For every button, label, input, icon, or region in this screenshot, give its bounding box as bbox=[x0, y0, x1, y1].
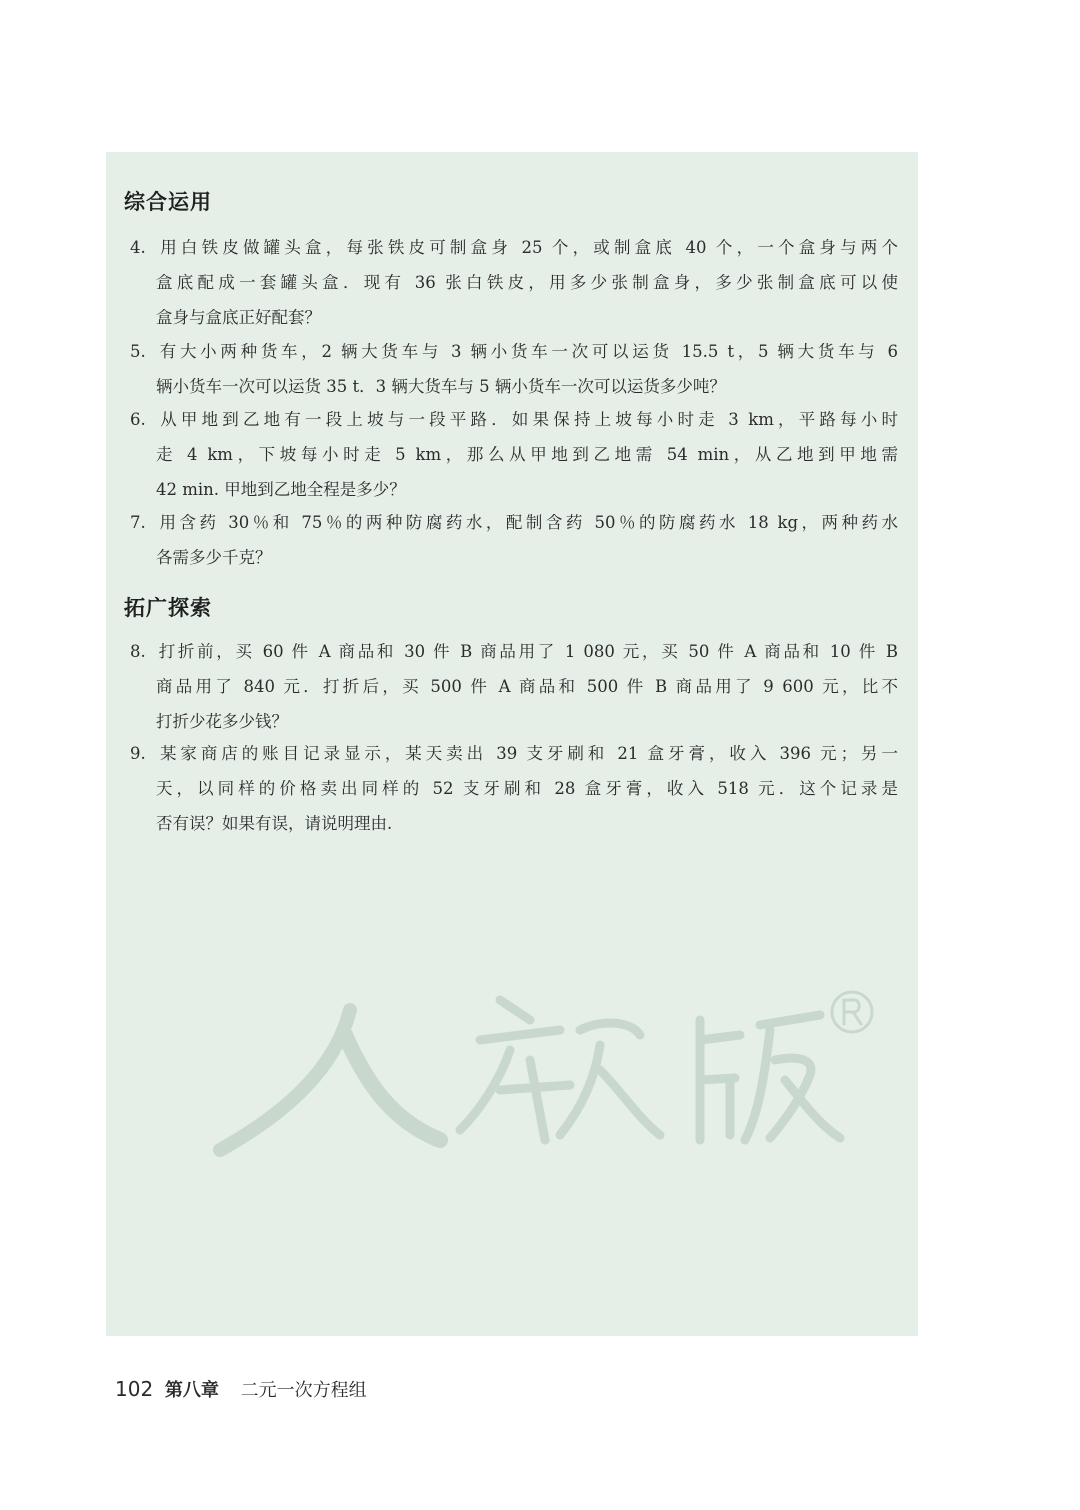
problem-number: 8. bbox=[130, 642, 146, 661]
problem-line: 42 min. 甲地到乙地全程是多少？ bbox=[156, 480, 406, 499]
section-title-extension: 拓广探索 bbox=[124, 596, 212, 620]
problem-line: 7. 用含药 30％和 75％的两种防腐药水，配制含药 50％的防腐药水 18 kg，两种药水 bbox=[130, 505, 898, 540]
section-title-comprehensive: 综合运用 bbox=[124, 190, 212, 214]
problem-line: 各需多少千克？ bbox=[156, 548, 272, 567]
problem-number: 6. bbox=[130, 410, 146, 429]
problem-line: 打折少花多少钱？ bbox=[156, 712, 288, 731]
problem-number: 7. bbox=[130, 513, 146, 532]
problem-line: 5. 有大小两种货车，2 辆大货车与 3 辆小货车一次可以运货 15.5 t，5 辆大货车与 6 bbox=[130, 334, 898, 369]
problem-line: 盒底配成一套罐头盒．现有 36 张白铁皮，用多少张制盒身，多少张制盒底可以使 bbox=[156, 273, 898, 292]
problem-number: 4. bbox=[130, 238, 146, 257]
problem-7 bbox=[130, 505, 898, 575]
problem-line: 9. 某家商店的账目记录显示，某天卖出 39 支牙刷和 21 盒牙膏，收入 396 元；另一 bbox=[130, 736, 898, 771]
problem-6 bbox=[130, 402, 898, 507]
problem-8 bbox=[130, 634, 898, 739]
problem-line: 4. 用白铁皮做罐头盒，每张铁皮可制盒身 25 个，或制盒底 40 个，一个盒身与两个 bbox=[130, 230, 898, 265]
problem-line: 否有误？如果有误，请说明理由. bbox=[156, 814, 393, 833]
problem-4 bbox=[130, 230, 898, 335]
chapter-title: 二元一次方程组 bbox=[240, 1380, 367, 1401]
problem-line: 盒身与盒底正好配套？ bbox=[156, 308, 321, 327]
problem-5 bbox=[130, 334, 898, 404]
problem-line: 辆小货车一次可以运货 35 t．3 辆大货车与 5 辆小货车一次可以运货多少吨？ bbox=[156, 377, 726, 396]
publisher-watermark-logo bbox=[200, 960, 900, 1180]
problem-9 bbox=[130, 736, 898, 841]
page-footer bbox=[115, 1376, 367, 1402]
problem-line: 走 4 km，下坡每小时走 5 km，那么从甲地到乙地需 54 min，从乙地到甲地需 bbox=[156, 445, 898, 464]
page-number: 102 bbox=[115, 1377, 154, 1401]
problem-line: 6. 从甲地到乙地有一段上坡与一段平路．如果保持上坡每小时走 3 km，平路每小时 bbox=[130, 402, 898, 437]
problem-line: 天，以同样的价格卖出同样的 52 支牙刷和 28 盒牙膏，收入 518 元．这个记录是 bbox=[156, 779, 898, 798]
chapter-label: 第八章 bbox=[164, 1380, 219, 1401]
problem-line: 商品用了 840 元．打折后，买 500 件 A 商品和 500 件 B 商品用了 9 600 元，比不 bbox=[156, 677, 898, 696]
problem-number: 9. bbox=[130, 744, 146, 763]
problem-line: 8. 打折前，买 60 件 A 商品和 30 件 B 商品用了 1 080 元，买 50 件 A 商品和 10 件 B bbox=[130, 634, 898, 669]
problem-number: 5. bbox=[130, 342, 146, 361]
